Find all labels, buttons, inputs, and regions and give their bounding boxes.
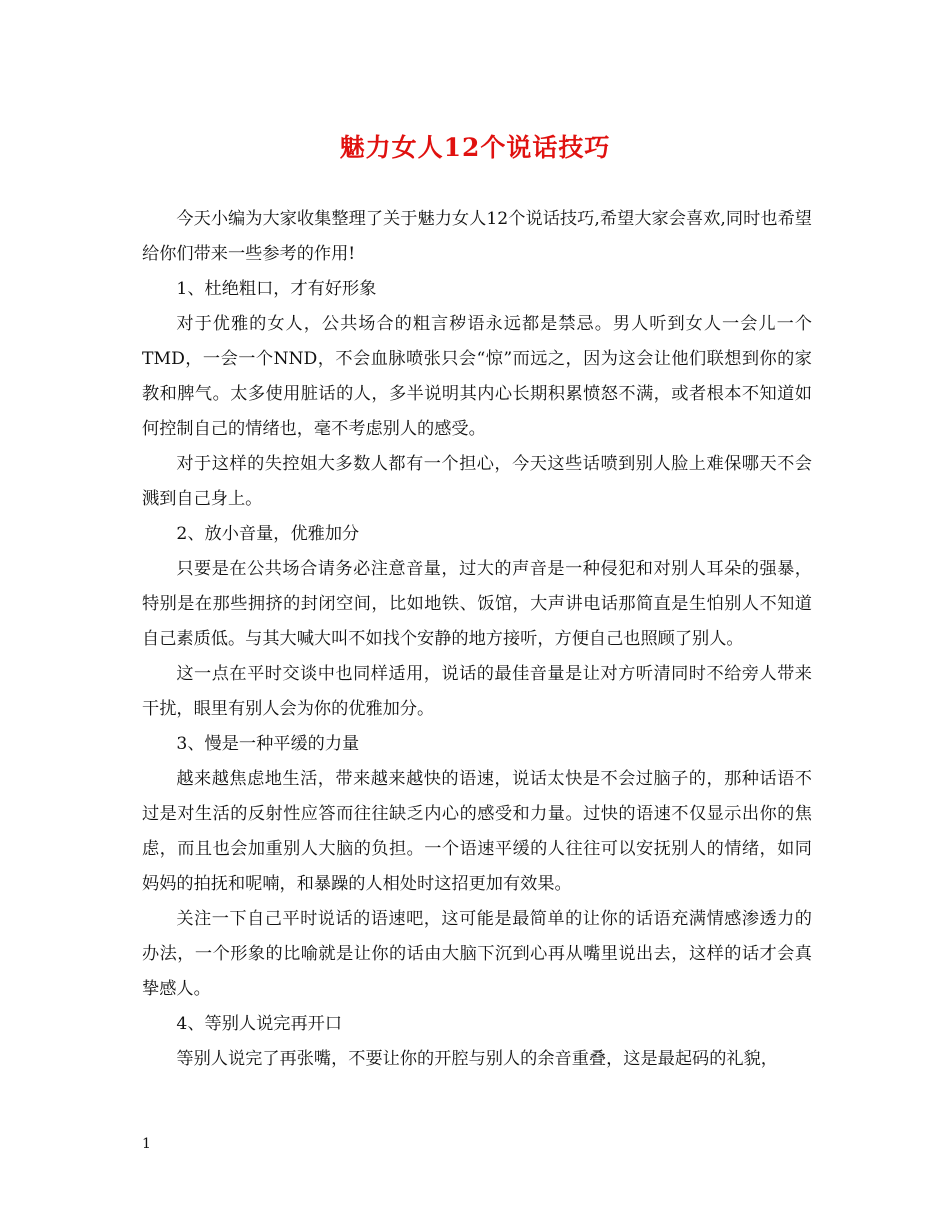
section-heading-2: 2、放小音量，优雅加分 xyxy=(176,524,360,544)
section-heading-4: 4、等别人说完再开口 xyxy=(176,1014,343,1034)
page-title: 魅力女人12个说话技巧 xyxy=(339,133,611,162)
body-paragraph: 对于优雅的女人，公共场合的粗言秽语永远都是禁忌。男人听到女人一会儿一个TMD，一会一个NND，不会血脉喷张只会“惊”而远之，因为这会让他们联想到你的家教和脾气。太多使用脏话的人，多半说明其内心长期积累愤怒不满，或者根本不知道如何控制自己的情绪也，毫不考虑别人的感受。 xyxy=(142,314,812,439)
body-paragraph: 只要是在公共场合请务必注意音量，过大的声音是一种侵犯和对别人耳朵的强暴，特别是在那些拥挤的封闭空间，比如地铁、饭馆，大声讲电话那简直是生怕别人不知道自己素质低。与其大喊大叫不如找个安静的地方接听，方便自己也照顾了别人。 xyxy=(142,559,812,649)
section-heading-1: 1、杜绝粗口，才有好形象 xyxy=(176,279,377,299)
body-paragraph: 对于这样的失控姐大多数人都有一个担心，今天这些话喷到别人脸上难保哪天不会溅到自己身上。 xyxy=(142,454,812,509)
intro-paragraph: 今天小编为大家收集整理了关于魅力女人12个说话技巧,希望大家会喜欢,同时也希望给你们带来一些参考的作用! xyxy=(142,209,812,264)
page-number: 1 xyxy=(142,1136,151,1152)
section-heading-3: 3、慢是一种平缓的力量 xyxy=(176,734,360,754)
body-paragraph: 越来越焦虑地生活，带来越来越快的语速，说话太快是不会过脑子的，那种话语不过是对生活的反射性应答而往往缺乏内心的感受和力量。过快的语速不仅显示出你的焦虑，而且也会加重别人大脑的负担。一个语速平缓的人往往可以安抚别人的情绪，如同妈妈的拍抚和呢喃，和暴躁的人相处时这招更加有效果。 xyxy=(142,769,812,894)
body-paragraph: 关注一下自己平时说话的语速吧，这可能是最简单的让你的话语充满情感渗透力的办法，一个形象的比喻就是让你的话由大脑下沉到心再从嘴里说出去，这样的话才会真挚感人。 xyxy=(142,909,812,999)
body-paragraph: 这一点在平时交谈中也同样适用，说话的最佳音量是让对方听清同时不给旁人带来干扰，眼里有别人会为你的优雅加分。 xyxy=(142,664,812,719)
document-body xyxy=(142,202,812,1077)
body-paragraph: 等别人说完了再张嘴，不要让你的开腔与别人的余音重叠，这是最起码的礼貌， xyxy=(176,1049,778,1069)
